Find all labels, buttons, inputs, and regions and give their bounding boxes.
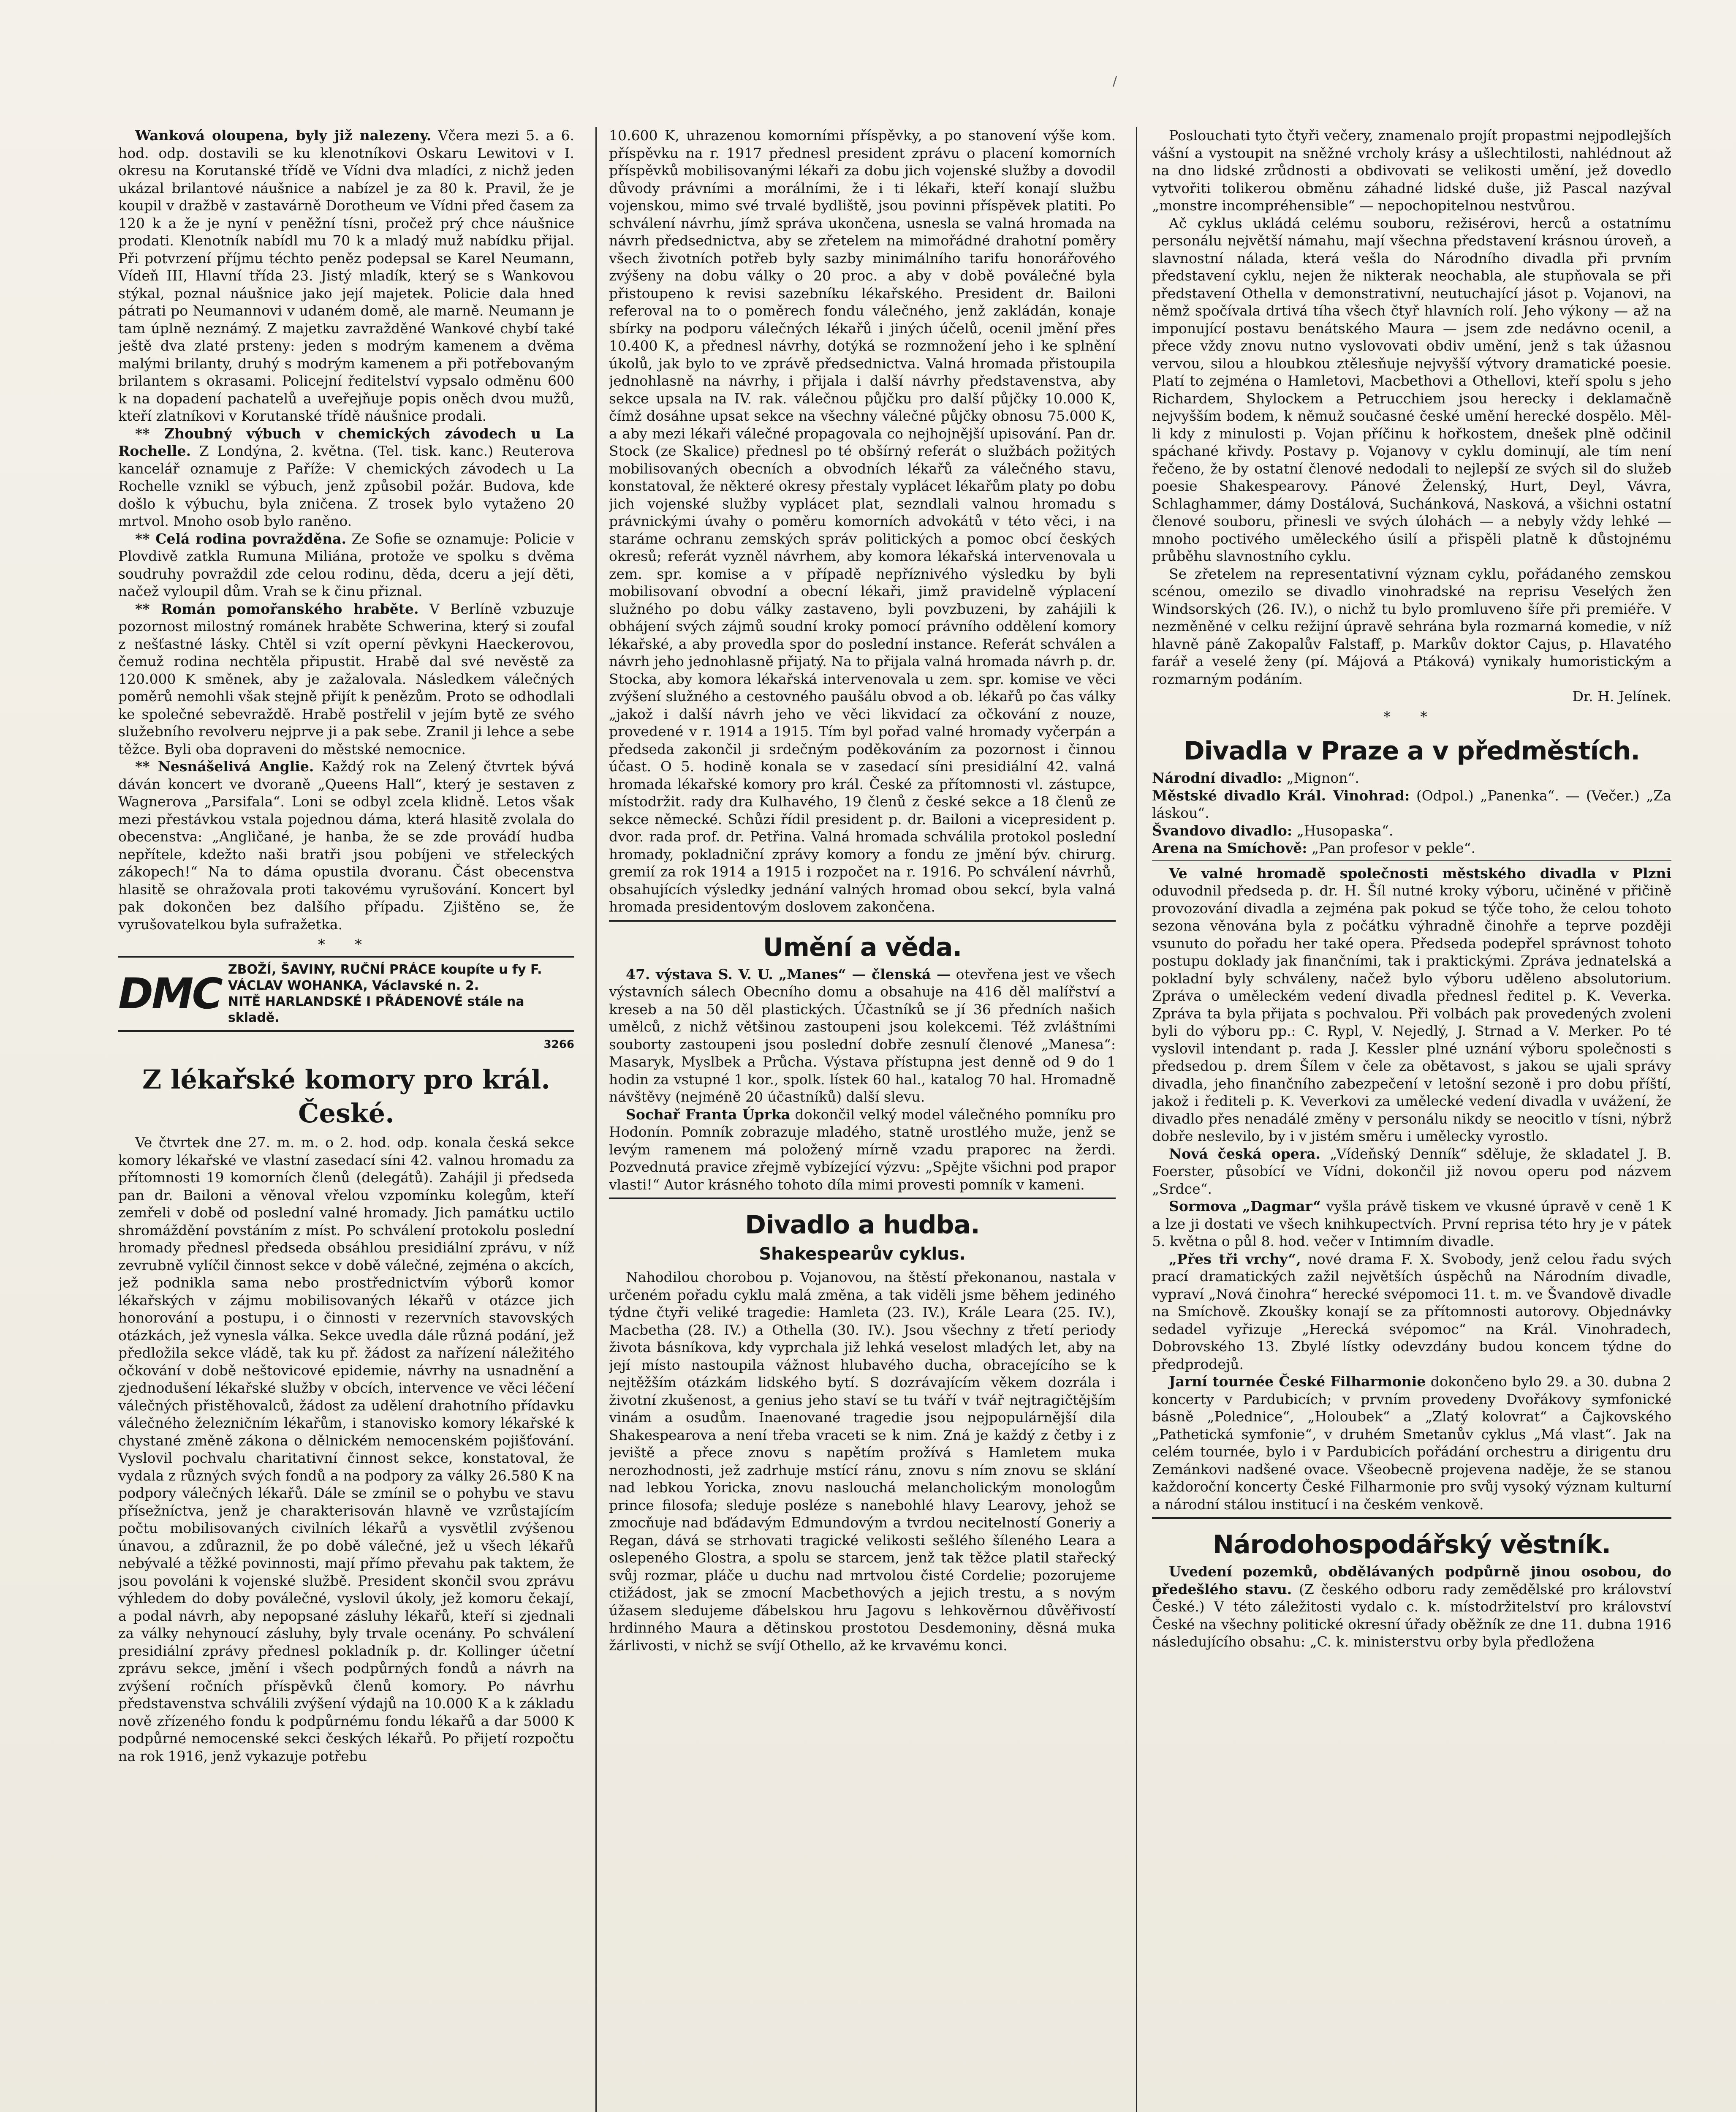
ad-line: ZBOŽÍ, ŠAVINY, RUČNÍ PRÁCE koupíte u fy F. VÁCLAV WOHANKA, Václavské n. 2. xyxy=(228,962,542,993)
article-wankova: Wanková oloupena, byly již nalezeny. Včera mezi 5. a 6. hod. odp. dostavili se ku klenotníkovi Oskaru Lewitovi v I. okresu na Korutanské třídě ve Vídni dva mladíci, z nichž jeden ukázal brilantové náušnice a nabízel je za 80 k. Pravil, že je koupil v dražbě v zastavárně Dorotheum ve Vídni před časem za 120 k a že je nyní v peněžní tísni, pročež prý chce náušnice prodati. Klenotník nabídl mu 70 k a mladý muž nabídku přijal. Při potvrzení příjmu téchto peněz podepsal se Karel Neumann, Vídeň III, Hlavní třída 23. Jistý mladík, který se s Wankovou stýkal, poznal náušnice jako její majetek. Policie dala hned pátrati po Neumannovi v udaném domě, ale marně. Neumann je tam úplně neznámý. Z majetku zavražděné Wankové chybí také ještě dva zlaté prsteny: jeden s modrým kamenem a dvěma malými brilanty, druhý s modrým kamenem a při potřebovaným brilantem s okrasami. Policejní ředitelství vypsalo odměnu 600 k na dopadení pachatelů a uveřejňuje popis oněch dvou mužů, kteří zlatníkovi v Korutanské třídě náušnice prodali. xyxy=(118,127,574,424)
theatre-program: „Pan profesor v pekle“. xyxy=(1311,840,1475,856)
theatre-listing-item xyxy=(1152,769,1671,787)
section-heading: Divadlo a hudba. xyxy=(745,1210,980,1240)
article-filharmonie: Jarní tournée České Filharmonie dokončeno bylo 29. a 30. dubna 2 koncerty v Pardubicích; v prvním provedeny Dvořákovy symfonické básně „Polednice“, „Holoubek“ a „Zlatý kolovrat“ a Čajkovského „Pathetická symfonie“, v druhém Smetanův cyklus „Má vlast“. Jak na celém tournée, bylo i v Pardubicích pořádání orchestru a dirigentu dru Zemánkovi nadšené ovace. Všeobecně projevena naděje, že se stanou každoroční koncerty České Filharmonie pro svůj vysoký význam kulturní a národní stálou institucí i na českém venkově. xyxy=(1152,1373,1671,1513)
article-pozemky: Uvedení pozemků, obdělávaných podpůrně jinou osobou, do předešlého stavu. (Z českého odboru rady zemědělské pro království České.) V této záležitosti vydalo c. k. místodržitelství pro království České na všechny politické okresní úřady oběžník ze dne 11. dubna 1916 následujícího obsahu: „C. k. ministerstvu orby byla předložena xyxy=(1152,1563,1671,1650)
article-roman: ** Román pomořanského hraběte. V Berlíně vzbuzuje pozornost milostný románek hraběte Schwerina, který si zoufal z nešťastné lásky. Chtěl si vzít operní pěvkyni Haeckerovou, čemuž rodina nechtěla připustit. Hrabě dal své nevěstě za 120.000 K směnek, aby je zažalovala. Následkem válečných poměrů nemohli však stejně přijít k penězům. Proto se odhodlali ke společné sebevraždě. Hrabě postřelil v jejím bytě ze svého služebního revolveru nejprve ji a pak sebe. Zranil ji lehce a sebe těžce. Byli oba dopraveni do městské nemocnice. xyxy=(118,600,574,757)
advertisement-dmc xyxy=(118,956,574,1032)
article-shakespeare-cont: Ač cyklus ukládá celému souboru, režisérovi, herců a ostatnímu personálu největší námahu, mají všechna představení krásnou úroveň, a slavnostní nálada, která vešla do Národního divadla při prvním představení cyklu, nejen že nikterak neochabla, ale stupňovala se při představení Othella v demonstrativní, neutuchající jásot p. Vojanovi, na němž spočívala drtivá tíha všech čtyř hlavních rolí. Jeho výkony — až na imponující postavu benátského Maura — jsem zde nedávno ocenil, a přece vždy znovu nutno vyslovovati obdiv umění, jenž s tak úžasnou vervou, silou a hloubkou ztělesňuje nejvyšší výtvory dramatické poesie. Platí to zejména o Hamletovi, Macbethovi a Othellovi, kteří spolu s jeho Richardem, Shylockem a Petrucchiem jsou herecky i deklamačně nejvyšším bodem, k němuž současné české umění herecké dospělo. Měl-li kdy z minulosti p. Vojan příčinu k hořkostem, dnešek plně odčinil spáchané křivdy. Postavy p. Vojanovy v cyklu dominují, ale tím není řečeno, že by ostatní členové nedodali to nejlepší ze svých sil do služeb poesie Shakespearovy. Pánové Želenský, Hurt, Deyl, Vávra, Schlaghammer, dámy Dostálová, Suchánková, Nasková, a všichni ostatní členové souboru, přinesli ve svých úlohách — a nebyly vždy lehké — mnoho poctivého uměleckého úsilí a přispěli platně k důstojnému průběhu slavnostního cyklu. xyxy=(1152,215,1671,564)
ad-logo: DMC xyxy=(118,969,221,1018)
corner-mark: / xyxy=(1113,74,1117,89)
theatre-name: Švandovo divadlo: xyxy=(1152,822,1293,839)
column-rule xyxy=(595,127,597,2112)
ad-number: 3266 xyxy=(543,1038,574,1051)
theatre-listing-item xyxy=(1152,822,1671,840)
column-rule xyxy=(1136,127,1137,2112)
theatre-name: Národní divadlo: xyxy=(1152,770,1282,786)
article-komora: Ve čtvrtek dne 27. m. m. o 2. hod. odp. konala česká sekce komory lékařské ve vlastní zasedací síni 42. valnou hromadu za přítomnosti 19 komorních členů (delegátů). Zahájil ji předseda pan dr. Bailoni a věnoval vřelou vzpomínku kolegům, kteří zemřeli v době od poslední valné hromady. Jich památku uctilo shromáždění povstáním z míst. Po schválení protokolu poslední hromady přednesl předseda obsáhlou presidiální zprávu, v níž zevrubně vylíčil činnost sekce v době válečné, zejména o akcích, jež podnikla sama nebo prostřednictvím výborů komor lékařských v zájmu mobilisovaných lékařů v otázce jich honorování a postupu, i o činnosti v rezervních stavovských otázkách, jež vynesla válka. Sekce uvedla dále různá podání, jež předložila sekce vládě, tak ku př. žádost za nařízení náležitého očkování v době neštovicové epidemie, návrhy na usnadnění a zjednodušení lékařské služby v obcích, intervence ve věci léčení válečných přistěhovalců, žádost za udělení drahotního přídavku válečného železničním lékařům, i stanovisko komory lékařské k chystané změně zákona o dělnickém nemocenském pojišťování. Vyslovil pochvalu charitativní činnost sekce, konstatoval, že vydala z různých svých fondů a na podpory za války 26.580 K na podpory válečných lékařů. Dále se zmínil se o pohybu ve stavu přísežníctva, jenž je charakterisován hlavně ve vzrůstajícím počtu mobilisovaných civilních lékařů a vysvětlil zvýšenou únavou, a zdůraznil, že po době válečné, jež u všech lékařů nebývalé a těžké povinnosti, mají přímo převahu pak taktem, že jsou povoláni k vojenské službě. President skončil svou zprávu výhledem do doby poválečné, vyslovil úkoly, jež komoru čekají, a podal návrh, aby nepopsané zásluhy lékařů, kteří si zjednali za války nehynoucí zásluhy, byly trvale ocenány. Po schválení presidiální zprávy přednesl pokladník p. dr. Kollinger účetní zprávu sekce, jmění i všech podpůrných fondů a návrh na zvýšení ročních příspěvků členů komory. Po návrhu představenstva schválili zvýšení výdajů na 10.000 K a k základu nově zřízeného fondu k podpůrnému fondu lékařů a dar 5000 K podpůrné nemocenské sekci českých lékařů. Po přijetí rozpočtu na rok 1916, jenž vykazuje potřebu xyxy=(118,1134,574,1764)
section-heading: Umění a věda. xyxy=(763,932,962,962)
article-vrchy: „Přes tři vrchy“, nové drama F. X. Svobody, jenž celou řadu svých prací dramatických zažil největších úspěchů na Národním divadle, vypraví „Nová činohra“ herecké svépomoci 11. t. m. ve Švandově divadle na Smíchově. Zkoušky konají se za přítomnosti autorovy. Objednávky sedadel vyřizuje „Herecká svépomoc“ na Král. Vinohradech, Dobrovského 13. Zbylé lístky odevzdány budou koncem týdne do předprodejů. xyxy=(1152,1250,1671,1372)
theatre-program: (Odpol.) „Panenka“. — (Večer.) „Za láskou“. xyxy=(1152,787,1671,821)
column-left xyxy=(118,127,574,2112)
article-shakespeare-cont: Se zřetelem na representativní význam cyklu, pořádaného zemskou scénou, omezilo se divadlo vinohradské na reprisu Veselých žen Windsorských (26. IV.), o nichž tu bylo promluveno šíře při premiéře. V nezměněné v celku režijní úpravě sehrána byla rozmarná komedie, v níž hlavně páně Zakopalův Falstaff, p. Markův doktor Cajus, p. Hlavatého farář a veselé ženy (pí. Májová a Ptáková) vynikaly humoristickým a rozmarným podáním. xyxy=(1152,565,1671,687)
article-komora-cont: 10.600 K, uhrazenou komorními příspěvky, a po stanovení výše kom. příspěvku na r. 1917 přednesl president zprávu o placení komorních příspěvků mobilisovanými lékaři za dobu jich vojenské služby a dovodil důvody právními a morálními, že i ti lékaři, kteří konají službu vojenskou, mimo své trvalé bydliště, jsou povinni příspěvek platiti. Po schválení návrhu, jímž správa ukončena, usnesla se valná hromada na návrh předsednictva, aby se zřetelem na mimořádné drahotní poměry všech životních potřeb byly sazby minimálního tarifu honorářového zvýšeny na dobu války o 20 proc. a aby v době poválečné byla přistoupeno k revisi sazebníku lékařského. President dr. Bailoni referoval na to o poměrech fondu válečného, jenž zakládán, konaje sbírky na podporu válečných lékařů i jiných účelů, ocenil jmění přes 10.400 K, a přednesl návrhy, dotýká se rozmnožení jeho i ke splnění úkolů, jak bylo to ve zprávě předsednictva. Valná hromada přistoupila jednohlasně na návrhy, i přijala i další návrhy představenstva, aby sekce upsala na IV. rak. válečnou půjčku pro další půjčky 10.000 K, čímž dosáhne upsat sekce na všechny válečné půjčky obnosu 75.000 K, a aby mezi lékaři válečné propagovala co nejhojnější upisování. Pan dr. Stock (ze Skalice) přednesl po té obšírný referát o službách požitých mobilisovaných obecních a obvodních lékařů za válečného stavu, konstatoval, že některé okresy přestaly vyplácet lékařům platy po dobu jich vojenské služby vyplácet plat, sezndlali valnou hromadu s právnickými úvahy o poměru komorních advokátů v této věci, i na staráme ochranu zemských správ politických a pomoc obcí českých okresů; referát vyzněl návrhem, aby komora lékařská intervenovala u zem. spr. komise a v případě nepříznivého výsledku by byli mobilisovaní obvodní a obecní lékaři, jimž pravidelně výplacení služného po dobu války zastaveno, byli povzbuzeni, by zahájili k obhájení svých zájmů soudní kroky pomocí právního oddělení komory lékařské, a aby provedla spor do poslední instance. Referát schválen a návrh jeho jednohlasně přijatý. Na to přijala valná hromada návrh p. dr. Stocka, aby komora lékařská intervenovala u zem. spr. komise ve věci zvýšení služného a cestovného paušálu obvod a ob. lékařů po čas války „jakož i další návrh jeho ve věci likvidací za očkování z nouze, provedené v r. 1914 a 1915. Tím byl pořad valné hromady vyčerpán a předseda zakončil ji srdečným poděkováním za pozornost i činnou účast. O 5. hodině konala se v zasedací síni presidiální 42. valná hromada lékařské komory pro král. České za přítomnosti vl. zástupce, místodržit. rady dra Kulhavého, 19 členů z české sekce a 18 členů ze sekce německé. Schůzi řídil president p. dr. Bailoni a vicepresident p. dvor. rada prof. dr. Petřina. Valná hromada schválila protokol poslední hromady, pokladniční zprávy komory a fondu ze jmění býv. chirurg. gremií za rok 1914 a 1915 i rozpočet na r. 1916. Po schválení návrhů, obsahujících výsledky jednání valných hromad obou sekcí, byla valná hromada presidentovým doslovem zakončena. xyxy=(609,127,1116,915)
section-subheading: Shakespearův cyklus. xyxy=(759,1244,966,1264)
article-opera: Nová česká opera. „Vídeňský Denník“ sděluje, že skladatel J. B. Foerster, působící ve Vídni, dokončil již novou operu pod názvem „Srdce“. xyxy=(1152,1145,1671,1197)
article-manes: 47. výstava S. V. U. „Manes“ — členská — otevřena jest ve všech výstavních sálech Obecního domu a obsahuje na 416 děl malířství a kreseb a na 50 děl plastických. Účastníků se jí 36 předních našich umělců, z nichž většinou zastoupeni jsou kolekcemi. Též zvláštními souborty zastoupeni jsou poslední dobře zesnulí členové „Manesa“: Masaryk, Myslbek a Průcha. Výstava přístupna jest denně od 9 do 1 hodin za vstupné 1 kor., spolk. lístek 60 hal., katalog 70 hal. Hromadně návštěvy (nejméně 20 účastníků) další slevu. xyxy=(609,966,1116,1105)
ad-line: NITĚ HARLANDSKÉ I PŘÁDENOVÉ stále na skladě. xyxy=(228,994,524,1025)
separator-stars: * * xyxy=(1383,708,1440,725)
article-dagmar: Sormova „Dagmar“ vyšla právě tiskem ve vkusné úpravě v ceně 1 K a lze ji dostati ve všech knihkupectvích. První reprisa této hry je v pátek 5. května o půl 8. hod. večer v Intimním divadle. xyxy=(1152,1198,1671,1249)
theatre-name: Arena na Smíchově: xyxy=(1152,840,1307,856)
divider xyxy=(1152,860,1671,861)
article-shakespeare: Nahodilou chorobou p. Vojanovou, na štěstí překonanou, nastala v určeném pořadu cyklu malá změna, a tak viděli jsme během jediného týdne čtyři veliké tragedie: Hamleta (23. IV.), Krále Leara (25. IV.), Macbetha (28. IV.) a Othella (30. IV.). Jsou všechny z třetí periody života básníkova, kdy vyprchala již lehká veselost mladých let, aby na její místo nastoupila vážnost hlubavého ducha, obracejícího se k nejtěžším otázkám lidského bytí. S dozrávajícím věkem dozrála i životní zkušenost, a genius jeho staví se tu tváří v tvář nejtragičtějším vinám a osudům. Inaenované tragedie jsou nejpopulárnější dila Shakespearova a není třeba vraceti se k nim. Zná je každý z četby i z jeviště a přece znovu s napětím prožívá s Hamletem muka nerozhodnosti, jež zadrhuje mstící ránu, znovu s ním znovu se sklání nad lebkou Yoricka, znovu naslouchá melancholickým monologům prince filosofa; sleduje posléze s nanebohlé hlavy Learovy, jehož se zmocňuje nad bďádavým Edmundovým a tvrdou necitelností Goneriy a Regan, dává se strhovati tragické velikosti sešlého šíleného Leara a oslepeného Glostra, a spolu se starcem, jenž tak těžce platil stařecký svůj rozmar, pláče u duchu nad mrtvolou čisté Cordelie; pozorujeme ctižádost, jak se zmocní Macbethových a jejich trestu, a s novým úžasem sledujeme ďábelskou hru Jagovu s lehkověrnou důvěřivostí hrdinného Maura a dětinskou prostotou Desdemoniny, děsná muka žárlivosti, v nichž se svíjí Othello, až ke krvavému konci. xyxy=(609,1269,1116,1654)
separator-stars: * * xyxy=(318,936,375,953)
section-heading: Národohospodářský věstník. xyxy=(1212,1530,1611,1560)
article-uprka: Sochař Franta Úprka dokončil velký model válečného pomníku pro Hodonín. Pomník zobrazuje mladého, statně urostlého muže, jenž se levým ramenem má položený mírně vzadu praporec na žerdi. Pozvednutá pravice zřejmě vybízející výzvu: „Spějte všichni pod prapor vlasti!“ Autor krásného tohoto díla mimi provesti pomník v kameni. xyxy=(609,1106,1116,1193)
divider xyxy=(609,920,1116,922)
theatre-name: Městské divadlo Král. Vinohrad: xyxy=(1152,787,1410,804)
column-middle xyxy=(609,127,1116,2112)
divider xyxy=(609,1198,1116,1199)
article-anglie: ** Nesnášelivá Anglie. Každý rok na Zelený čtvrtek bývá dáván koncert ve dvoraně „Queens Hall“, který je sestaven z Wagnerova „Parsifala“. Loni se odbyl zcela klidně. Letos však mezi přestávkou vstala pojednou dáma, která hlasitě zvolala do obecenstva: „Angličané, je hanba, že se zde provádí hudba nepřítele, kdežto naši bratři jsou pobíjeni ve střeleckých zákopech!“ Na to dáma opustila dvoranu. Část obecenstva hlasitě se ohražovala proti takovému vyrušování. Koncert byl pak dokončen bez dalšího případu. Zjištěno se, že vyrušovatelkou byla sufražetka. xyxy=(118,758,574,933)
theatre-program: „Husopaska“. xyxy=(1296,822,1394,839)
article-vybuch: ** Zhoubný výbuch v chemických závodech u La Rochelle. Z Londýna, 2. května. (Tel. tisk. kanc.) Reuterova kancelář oznamuje z Paříže: V chemických závodech u La Rochelle vznikl se výbuch, jenž způsobil požár. Budova, kde došlo k výbuchu, byla zničena. Z trosek bylo vytaženo 20 mrtvol. Mnoho osob bylo raněno. xyxy=(118,425,574,529)
theatre-program: „Mignon“. xyxy=(1286,770,1359,786)
section-heading: Divadla v Praze a v předměstích. xyxy=(1183,736,1640,766)
article-plzen: Ve valné hromadě společnosti městského divadla v Plzni oduvodnil předseda p. dr. H. Šíl nutné kroky výboru, učiněné v přičině provozování divadla a zejména pak pokud se týče toho, že celou tohoto sezona věnována byla z počátku výhradně činohře a teprve později vsunuto do pořadu her také opera. Předseda podepřel správnost tohoto postupu doklady jak finančními, tak i praktickými. Zpráva jednatelská a pokladní byly schváleny, načež bylo výboru uděleno absolutorium. Zpráva o uměleckém vedení divadla přednesl ředitel p. K. Veverka. Zpráva ta byla přijata s pochvalou. Při volbách pak provedených zvoleni byli do výboru pp.: C. Rypl, V. Nejedlý, J. Strnad a V. Merker. Po té vyslovil intendant p. rada J. Kessler plné uznání výboru společnosti s předsedou p. drem Šílem v čele za obětavost, s jakou se ujali správy divadla, jeho finančního zabezpečení v letošní sezoně i pro dobu příští, jakož i řediteli p. K. Veverkovi za umělecké vedení divadla v uvážení, že divadlo přes nenadálé změny v personálu nikdy se neocitlo v tísni, nýbrž dobře neslevilo, by i v jistém směru i umělecky vyrostlo. xyxy=(1152,865,1671,1144)
theatre-listing-item xyxy=(1152,839,1671,857)
author-signature: Dr. H. Jelínek. xyxy=(1572,688,1671,705)
section-heading: Z lékařské komory pro král. České. xyxy=(142,1064,550,1129)
column-right xyxy=(1152,127,1671,2112)
divider xyxy=(1152,1517,1671,1519)
theatre-listing xyxy=(1152,769,1671,857)
theatre-listing-item xyxy=(1152,787,1671,822)
article-shakespeare-cont: Poslouchati tyto čtyři večery, znamenalo projít propastmi nejpodlejších vášní a vystoupit na sněžné vrcholy krásy a ušlechtilosti, nahlédnout až na dno lidské zrůdnosti a obdivovati se velikosti umění, jež dovedlo vytvořiti tolikerou obměnu záhadné lidské duše, již Pascal nazýval „monstre incompréhensible“ — nepochopitelnou nestvůrou. xyxy=(1152,127,1671,214)
article-rodina: ** Celá rodina povražděna. Ze Sofie se oznamuje: Policie v Plovdivě zatkla Rumuna Miliána, protože ve spolku s dvěma soudruhy povraždil zde celou rodinu, děda, dceru a její děti, načež vyloupil dům. Vrah se k činu přiznal. xyxy=(118,530,574,599)
